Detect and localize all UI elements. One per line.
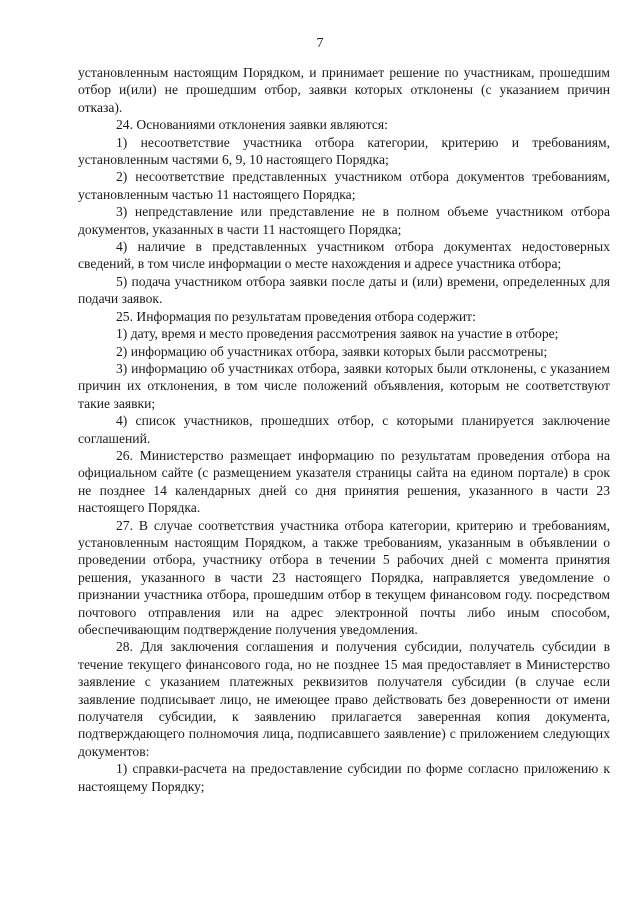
- paragraph: 3) непредставление или представление не в полном объеме участником отбора документов, указанных в части 11 настоящего Порядка;: [78, 204, 610, 237]
- paragraph: 1) дату, время и место проведения рассмотрения заявок на участие в отборе;: [116, 326, 559, 342]
- paragraph: 2) информацию об участниках отбора, заявки которых были рассмотрены;: [116, 343, 548, 359]
- paragraph: 4) наличие в представленных участником отбора документах недостоверных сведений, в том числе информации о месте нахождения и адресе участника отбора;: [78, 239, 610, 272]
- paragraph: 28. Для заключения соглашения и получения субсидии, получатель субсидии в течение текущего финансового года, но не позднее 15 мая предоставляет в Министерство заявление с указанием платежных реквизитов получателя субсидии (в случае если заявление подписывает лицо, не имеющее право действовать без доверенности от имени получателя субсидии, к заявлению прилагается заверенная копия документа, подтверждающего полномочия лица, подписавшего заявление) с приложением следующих документов:: [78, 639, 610, 759]
- paragraph: 25. Информация по результатам проведения отбора содержит:: [116, 308, 476, 324]
- paragraph: 26. Министерство размещает информацию по результатам проведения отбора на официальном сайте (с размещением указателя страницы сайта на едином портале) в срок не позднее 14 календарных дней со дня принятия решения, указанного в части 23 настоящего Порядка.: [78, 447, 610, 516]
- paragraph: 2) несоответствие представленных участником отбора документов требованиям, установленным частью 11 настоящего Порядка;: [78, 169, 610, 202]
- paragraph: 1) справки-расчета на предоставление субсидии по форме согласно приложению к настоящему Порядку;: [78, 761, 610, 794]
- paragraph: 4) список участников, прошедших отбор, с которыми планируется заключение соглашений.: [78, 413, 610, 446]
- paragraph: 3) информацию об участниках отбора, заявки которых были отклонены, с указанием причин их отклонения, в том числе положений объявления, которым не соответствуют такие заявки;: [78, 360, 610, 411]
- paragraph: 1) несоответствие участника отбора категории, критерию и требованиям, установленным частями 6, 9, 10 настоящего Порядка;: [78, 134, 610, 168]
- paragraph: установленным настоящим Порядком, и принимает решение по участникам, прошедшим отбор и(или) не прошедшим отбор, заявки которых отклонены (с указанием причин отказа).: [78, 65, 610, 115]
- paragraph: 27. В случае соответствия участника отбора категории, критерию и требованиям, установленным настоящим Порядком, а также требованиям, указанным в объявлении о проведении отбора, участнику отбора в течении 5 рабочих дней с момента принятия решения, указанного в части 23 настоящего Порядка, направляется уведомление о признании участника отбора, прошедшим отбор в текущем финансовом году. посредством почтового отправления или на адрес электронной почты либо иным способом, обеспечивающим подтверждение получения уведомления.: [78, 517, 610, 637]
- paragraph: 5) подача участником отбора заявки после даты и (или) времени, определенных для подачи заявок.: [78, 273, 610, 307]
- document-body: [78, 64, 610, 795]
- paragraph: 24. Основаниями отклонения заявки являются:: [116, 117, 388, 133]
- page-number: 7: [316, 36, 324, 51]
